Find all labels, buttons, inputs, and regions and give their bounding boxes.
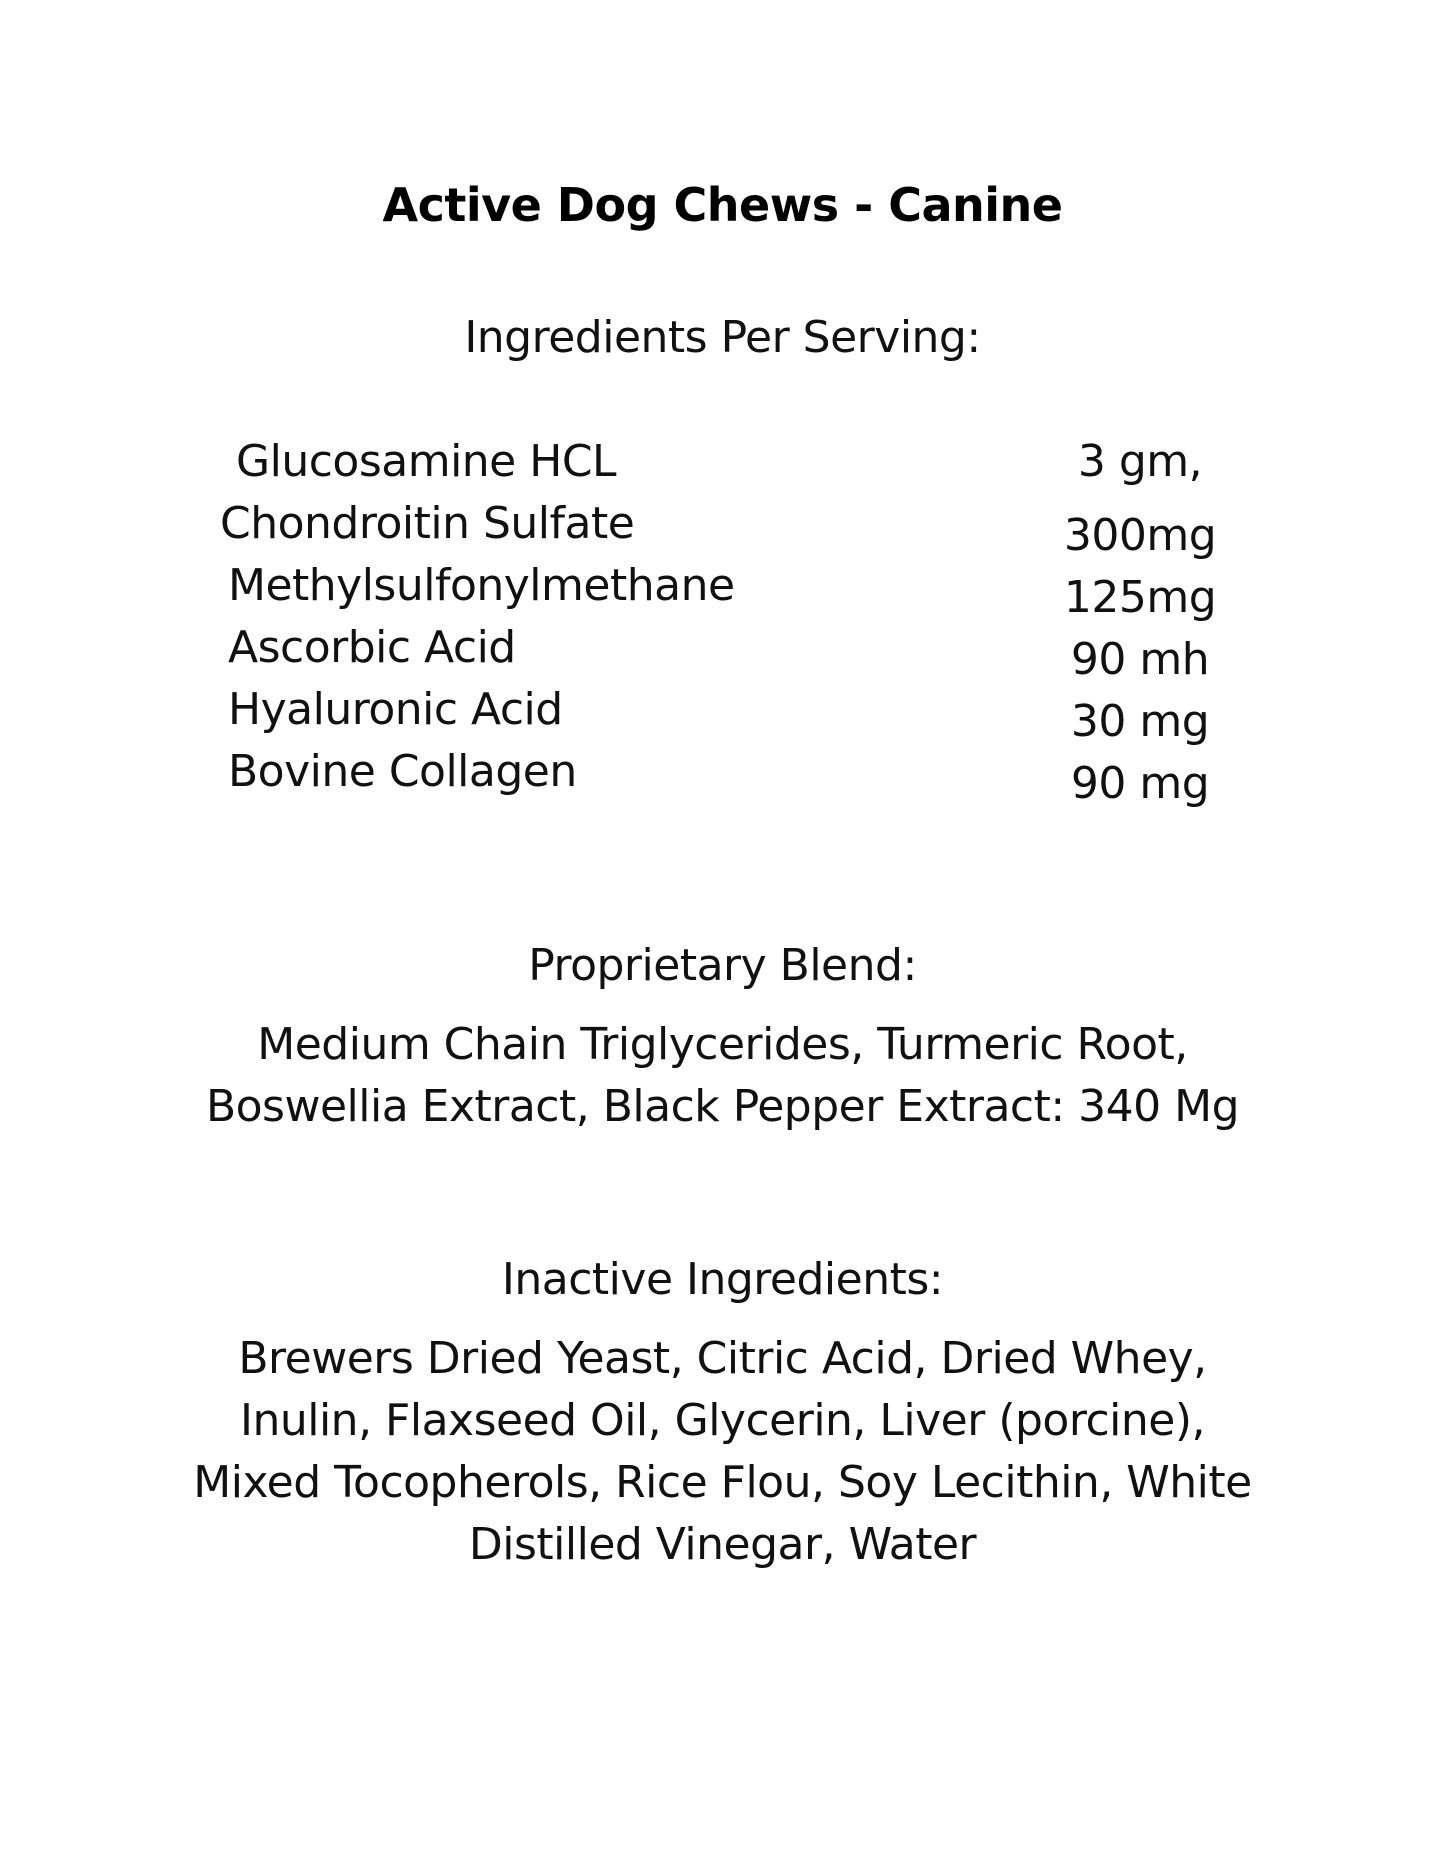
ingredient-name: Hyaluronic Acid (228, 684, 563, 735)
ingredient-amount: 90 mh (1070, 634, 1210, 685)
ingredient-amount: 125mg (1063, 572, 1217, 623)
proprietary-blend-line: Medium Chain Triglycerides, Turmeric Root, (257, 1019, 1188, 1070)
proprietary-blend-heading: Proprietary Blend: (528, 940, 917, 991)
ingredient-name: Glucosamine HCL (236, 436, 617, 487)
product-title: Active Dog Chews - Canine (382, 178, 1063, 232)
ingredients-heading: Ingredients Per Serving: (464, 312, 981, 363)
ingredient-name: Ascorbic Acid (228, 622, 516, 673)
proprietary-blend-text (150, 1014, 1295, 1138)
ingredient-amount: 30 mg (1070, 696, 1210, 747)
proprietary-blend-line: Boswellia Extract, Black Pepper Extract: 340 Mg (205, 1081, 1240, 1132)
inactive-ingredients-heading: Inactive Ingredients: (501, 1254, 944, 1305)
inactive-ingredients-line: Mixed Tocopherols, Rice Flou, Soy Lecithin, White (193, 1457, 1252, 1508)
inactive-ingredients-line: Distilled Vinegar, Water (468, 1519, 977, 1570)
ingredient-amount: 3 gm, (1077, 436, 1203, 487)
inactive-ingredients-line: Brewers Dried Yeast, Citric Acid, Dried Whey, (238, 1333, 1207, 1384)
ingredient-name: Chondroitin Sulfate (220, 498, 635, 549)
ingredient-amount: 300mg (1063, 510, 1217, 561)
ingredient-amount: 90 mg (1070, 758, 1210, 809)
ingredient-name: Bovine Collagen (228, 746, 577, 797)
inactive-ingredients-line: Inulin, Flaxseed Oil, Glycerin, Liver (porcine), (239, 1395, 1205, 1446)
inactive-ingredients-text (150, 1328, 1295, 1576)
ingredient-name: Methylsulfonylmethane (228, 560, 735, 611)
